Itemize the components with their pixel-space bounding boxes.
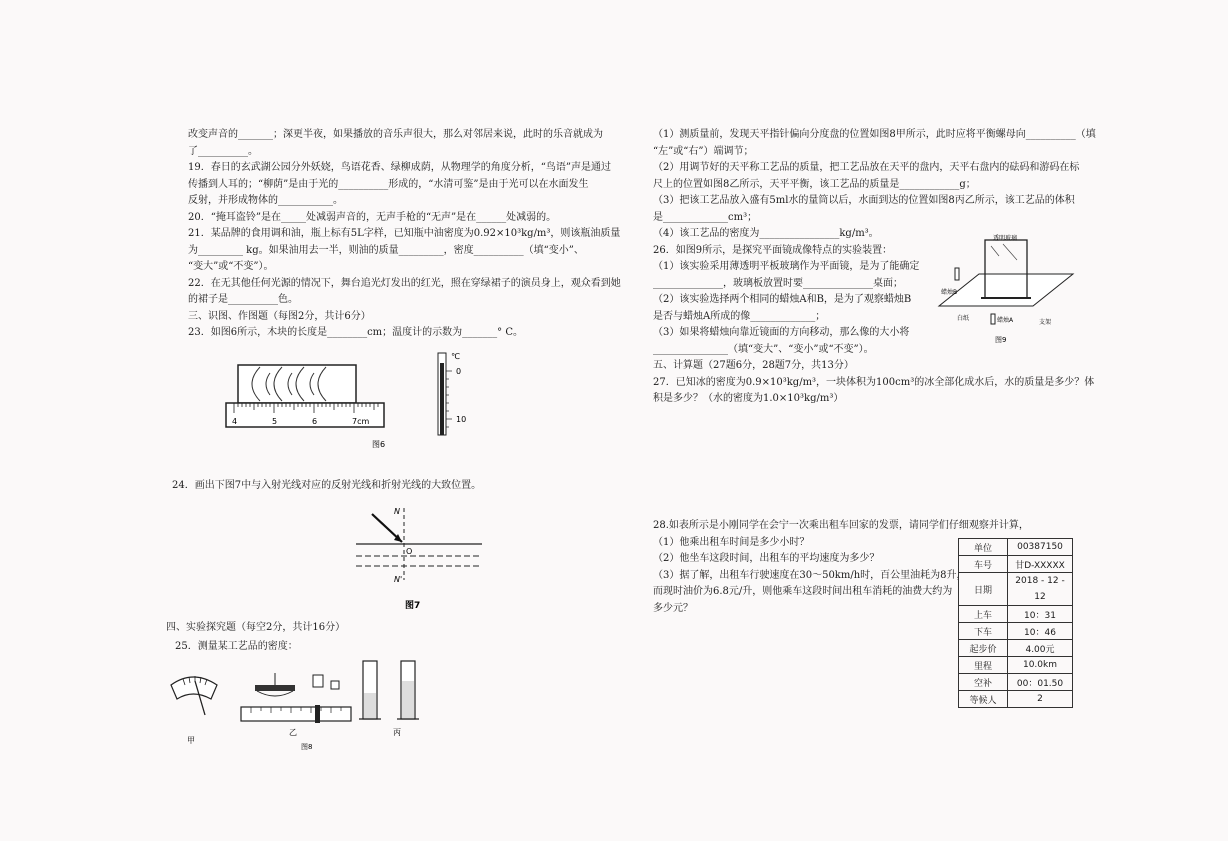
ruler-label: 7cm <box>352 417 370 426</box>
receipt-key: 单位 <box>959 539 1008 556</box>
receipt-key: 上车 <box>959 606 1008 623</box>
ruler-label: 4 <box>232 417 238 426</box>
balance-dial <box>171 677 217 699</box>
figure-caption: 图6 <box>372 440 386 449</box>
figure-label: 蜡烛B <box>941 289 958 296</box>
figure-label: 透明玻璃 <box>993 235 1018 242</box>
text-line: ______________，玻璃板放置时要______________桌面； <box>653 277 903 289</box>
table-row <box>959 640 1073 657</box>
figure-caption: 图8 <box>301 743 313 751</box>
text-line: 尺上的位置如图8乙所示，天平平衡，该工艺品的质量是____________g； <box>653 178 976 190</box>
text-line: 为_________ kg。如果油用去一半，则油的质量_________，密度__________（填“变小”、 <box>188 244 584 256</box>
receipt-value: 10.0km <box>1008 657 1073 674</box>
receipt-key: 等候人 <box>959 691 1008 708</box>
ruler-label: 6 <box>312 417 318 426</box>
text-line: （2）该实验选择两个相同的蜡烛A和B，是为了观察蜡烛B <box>653 294 912 305</box>
section-heading-4: 四、实验探究题（每空2分，共计16分） <box>166 622 346 633</box>
figure-7 <box>350 500 490 615</box>
table-row <box>959 691 1073 708</box>
text-line: （3）据了解，出租车行驶速度在30～50km/h时，百公里油耗为8升， <box>653 569 967 581</box>
text-line: （3）把该工艺品放入盛有5ml水的量筒以后，水面到达的位置如图8丙乙所示，该工艺品的体积 <box>653 195 1075 206</box>
text-line: 传播到人耳的；“柳荫”是由于光的__________形成的，“水清可鉴”是由于光可以在水面发生 <box>188 178 589 190</box>
text-line: （2）用调节好的天平称工艺品的质量，把工艺品放在天平的盘内，天平右盘内的砝码和游码在标 <box>653 162 1080 173</box>
text-line: 19．春日的玄武湖公园分外妖娆，鸟语花香、绿柳成荫，从物理学的角度分析，“鸟语”声是通过 <box>188 162 611 173</box>
receipt-key: 下车 <box>959 623 1008 640</box>
figure-label: 白纸 <box>957 315 970 322</box>
candle-a <box>991 314 995 324</box>
text-line: 是否与蜡烛A所成的像_____________； <box>653 310 826 322</box>
candle-b <box>955 268 959 280</box>
figure-9 <box>935 228 1080 348</box>
receipt-key: 车号 <box>959 556 1008 573</box>
section-heading-3: 三、识图、作图题（每图2分，共计6分） <box>188 310 371 322</box>
table-row <box>959 674 1073 691</box>
wood-block <box>238 365 356 403</box>
text-line: 21．某品牌的食用调和油，瓶上标有5L字样，已知瓶中油密度为0.92×10³kg/m³，则该瓶油质量 <box>188 228 621 239</box>
receipt-key: 里程 <box>959 657 1008 674</box>
figure-label: 丙 <box>393 728 401 737</box>
figure-label: 蜡烛A <box>997 317 1014 324</box>
thermometer-liquid <box>440 363 444 435</box>
table-row <box>959 573 1073 590</box>
figure-8 <box>165 655 445 755</box>
table-row <box>959 556 1073 573</box>
text-line: （1）测质量前，发现天平指针偏向分度盘的位置如图8甲所示，此时应将平衡螺母向__________（填 <box>653 129 1096 140</box>
thermometer-unit: ℃ <box>451 352 460 361</box>
text-line: 反射，并形成物体的___________。 <box>188 195 343 206</box>
rider <box>315 705 320 723</box>
receipt-value: 4.00元 <box>1008 640 1073 657</box>
figure-label: 乙 <box>289 728 297 737</box>
receipt-key: 空补 <box>959 674 1008 691</box>
text-line: 了__________。 <box>188 145 258 157</box>
question-25: 25．测量某工艺品的密度： <box>175 641 298 652</box>
text-line: 20．“掩耳盗铃”是在_____处减弱声音的，无声手枪的“无声”是在______处减弱的。 <box>188 211 557 223</box>
question-24: 24．画出下图7中与入射光线对应的反射光线和折射光线的大致位置。 <box>172 480 482 491</box>
figure-label: 甲 <box>187 736 195 745</box>
text-line: 27．已知冰的密度为0.9×10³kg/m³，一块体积为100cm³的冰全部化成水后，水的质量是多少？体 <box>653 376 1095 388</box>
table-row <box>959 606 1073 623</box>
normal-label: N' <box>394 575 403 584</box>
thermometer-label: 10 <box>456 415 467 424</box>
figure-caption: 图7 <box>405 601 421 611</box>
receipt-key: 起步价 <box>959 640 1008 657</box>
left-column <box>188 127 628 342</box>
text-line: （4）该工艺品的密度为________________kg/m³。 <box>653 228 879 239</box>
receipt-value: 00387150 <box>1008 539 1073 556</box>
receipt-value: 2018 - 12 - <box>1008 573 1073 590</box>
ruler-label: 5 <box>272 417 278 426</box>
text-line: 是_____________cm³； <box>653 211 758 223</box>
text-line: 积是多少？（水的密度为1.0×10³kg/m³） <box>653 393 844 404</box>
text-line: 23．如图6所示，木块的长度是________cm；温度计的示数为_______° C。 <box>188 327 523 338</box>
thermometer-ticks <box>446 371 452 427</box>
receipt-value: 2 <box>1008 691 1073 708</box>
table-row <box>959 539 1073 556</box>
text-line: “变大”或“不变”）。 <box>188 261 274 272</box>
origin-label: O <box>406 547 413 556</box>
receipt-key: 日期 <box>959 573 1008 606</box>
balance-pan <box>255 685 295 691</box>
text-line: 的裙子是__________色。 <box>188 294 298 305</box>
text-line: 而现时油价为6.8元/升，则他乘车这段时间出租车消耗的油费大约为 <box>653 586 953 597</box>
receipt-value: 12 <box>1008 589 1073 606</box>
receipt-value: 00：01.50 <box>1008 674 1073 691</box>
text-line: 26．如图9所示，是探究平面镜成像特点的实验装置： <box>653 244 893 256</box>
text-line: （2）他坐车这段时间，出租车的平均速度为多少？ <box>653 553 880 564</box>
text-line: 22．在无其他任何光源的情况下，舞台追光灯发出的红光，照在穿绿裙子的演员身上，观众看到她 <box>188 277 621 289</box>
weight <box>313 675 323 687</box>
text-line: 多少元？ <box>653 602 693 614</box>
thermometer-label: 0 <box>456 367 462 376</box>
text-line: （1）该实验采用薄透明平板玻璃作为平面镜，是为了能确定 <box>653 261 920 272</box>
section-heading-5: 五、计算题（27题6分，28题7分，共13分） <box>653 360 854 371</box>
figure-label: 支架 <box>1039 319 1052 326</box>
weight <box>331 681 339 689</box>
receipt-value: 10：46 <box>1008 623 1073 640</box>
text-line: 28.如表所示是小刚同学在会宁一次乘出租车回家的发票，请同学们仔细观察并计算， <box>653 520 1029 531</box>
table-row <box>959 623 1073 640</box>
balance-scale-bar <box>241 707 351 721</box>
figure-6 <box>220 345 470 455</box>
text-line: _______________（填“变大”、“变小”或“不变”）。 <box>653 343 874 355</box>
taxi-receipt <box>958 538 1073 708</box>
text-line: 改变声音的_______；深更半夜，如果播放的音乐声很大，那么对邻居来说，此时的乐音就成为 <box>188 129 603 140</box>
text-line: （1）他乘出租车时间是多少小时？ <box>653 536 810 548</box>
text-line: “左”或“右”）端调节； <box>653 145 754 157</box>
normal-label: N <box>394 507 400 516</box>
receipt-value: 甘D-XXXXX <box>1008 556 1073 573</box>
table-row <box>959 657 1073 674</box>
receipt-value: 10：31 <box>1008 606 1073 623</box>
text-line: （3）如果将蜡烛向靠近镜面的方向移动，那么像的大小将 <box>653 327 910 338</box>
figure-caption: 图9 <box>995 336 1007 344</box>
